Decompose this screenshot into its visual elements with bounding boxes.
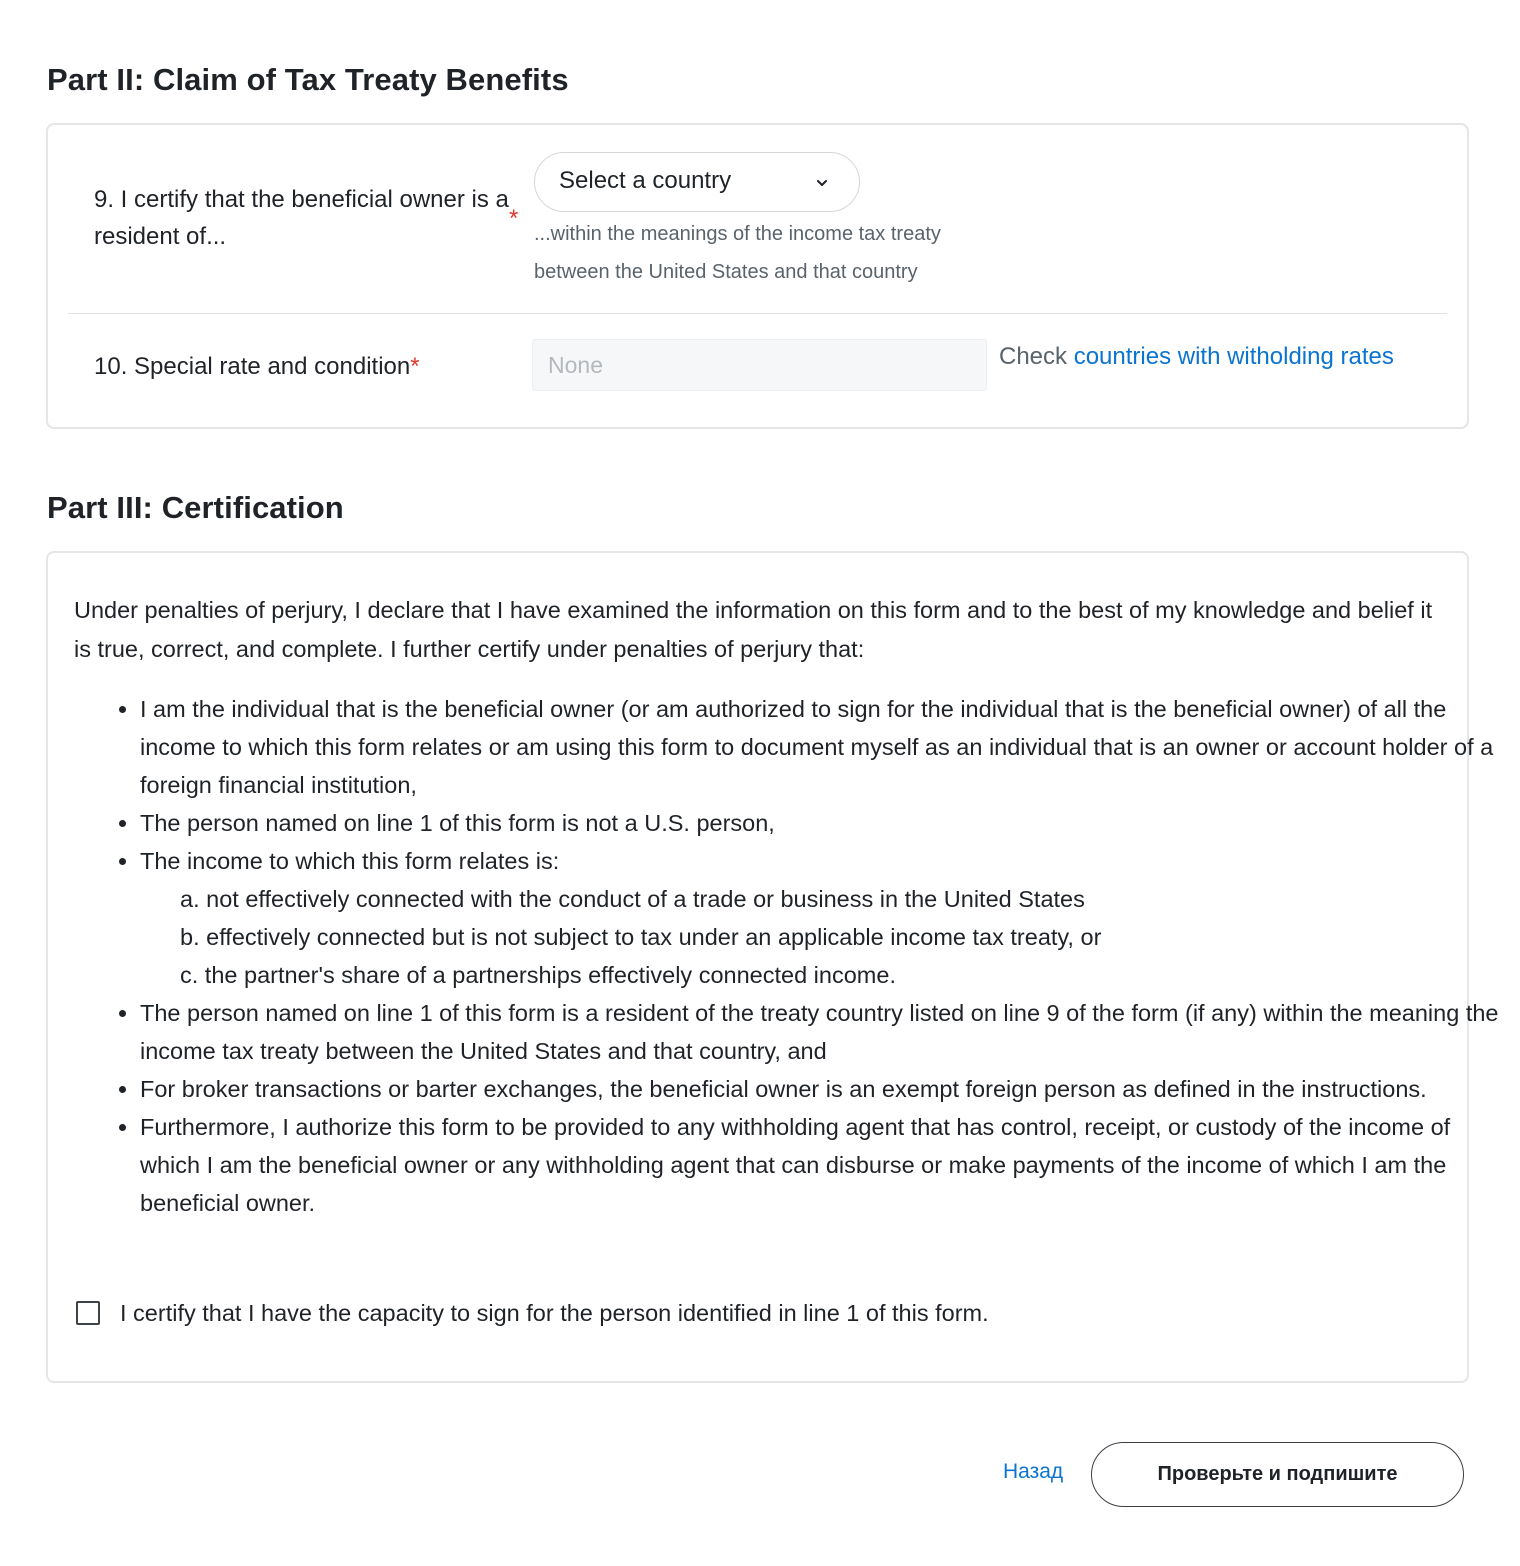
certification-item: • I am the individual that is the beneficial owner (or am authorized to sign for the individual that is the beneficial owner) of all the income to which this form relates or am using this form to document myself as an individual that is an owner or account holder of a foreign financial institution, — [140, 690, 1510, 804]
review-and-sign-button[interactable]: Проверьте и подпишите — [1091, 1442, 1464, 1507]
certification-list — [74, 690, 1510, 1222]
capacity-checkbox-row[interactable] — [76, 1293, 989, 1333]
tax-treaty-card — [46, 123, 1469, 429]
country-select-value: Select a country — [559, 167, 732, 194]
certification-item: • The person named on line 1 of this form is not a U.S. person, — [140, 804, 1510, 842]
q10-required-mark: * — [410, 353, 420, 380]
withholding-rates-link[interactable]: countries with witholding rates — [1073, 343, 1394, 370]
withholding-rates-hint — [999, 343, 1394, 371]
q9-label: 9. I certify that the beneficial owner is a resident of... — [94, 186, 509, 250]
certification-item: • The person named on line 1 of this form is a resident of the treaty country listed on line 9 of the form (if any) within the meaning the income tax treaty between the United States and that country, and — [140, 994, 1510, 1070]
capacity-checkbox-label[interactable]: I certify that I have the capacity to sign for the person identified in line 1 of this form. — [120, 1299, 989, 1326]
certification-item-income — [140, 842, 1510, 994]
income-subitem: c. the partner's share of a partnerships effectively connected income. — [180, 962, 896, 988]
q9-help-text — [534, 215, 941, 291]
certification-item: • Furthermore, I authorize this form to be provided to any withholding agent that has control, receipt, or custody of the income of which I am the beneficial owner or any withholding agent that can disburse or make payments of the income of which I am the beneficial owner. — [140, 1108, 1510, 1222]
income-subitem: a. not effectively connected with the conduct of a trade or business in the United States — [180, 886, 1085, 912]
capacity-checkbox[interactable] — [76, 1301, 100, 1325]
q9-help-line2: between the United States and that country — [534, 261, 918, 283]
back-link[interactable]: Назад — [1003, 1460, 1064, 1483]
chevron-down-icon — [815, 176, 829, 190]
special-rate-input[interactable] — [532, 339, 987, 391]
income-sublist — [140, 880, 1510, 994]
q10-label-text: 10. Special rate and condition — [94, 353, 411, 380]
certification-card — [46, 551, 1499, 1383]
part2-title: Part II: Claim of Tax Treaty Benefits — [47, 62, 569, 97]
withholding-rates-prefix: Check — [999, 343, 1068, 370]
q9-help-line1: ...within the meanings of the income tax treaty — [534, 223, 941, 245]
certification-intro: Under penalties of perjury, I declare that I have examined the information on this form and to the best of my knowledge and belief it is true, correct, and complete. I further certify under penalties of perjury that: — [74, 597, 1433, 662]
q10-label — [94, 353, 420, 381]
row-divider — [68, 313, 1447, 314]
certification-item: • For broker transactions or barter exchanges, the beneficial owner is an exempt foreign person as defined in the instructions. — [140, 1070, 1510, 1108]
income-subitem: b. effectively connected but is not subject to tax under an applicable income tax treaty, or — [180, 924, 1102, 950]
country-select[interactable] — [534, 152, 860, 212]
certification-item-text: The income to which this form relates is: — [140, 848, 560, 874]
q9-required-mark: * — [509, 205, 519, 232]
part3-title: Part III: Certification — [47, 490, 344, 525]
